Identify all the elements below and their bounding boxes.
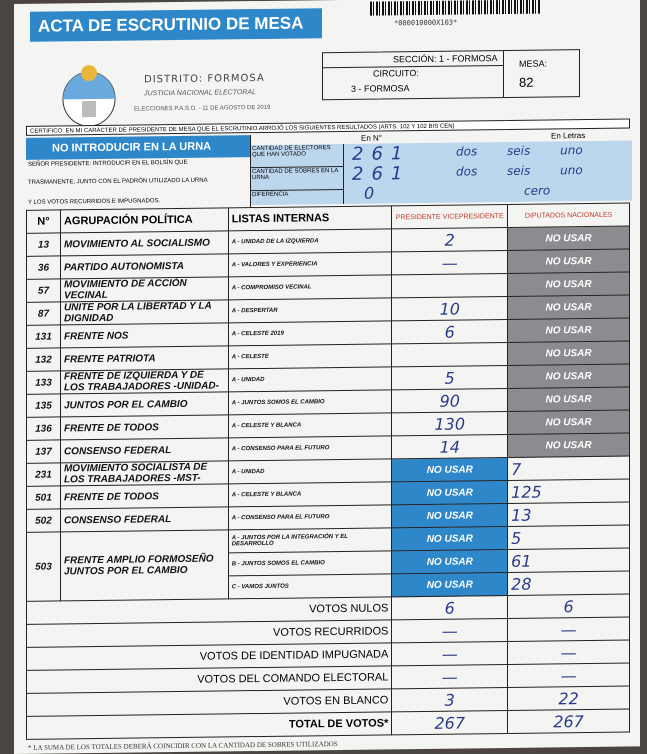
cell: uno <box>560 143 583 158</box>
argentina-coat-of-arms-icon <box>54 61 124 128</box>
cell: — <box>392 664 508 688</box>
cell: A - VALORES Y EXPERIENCIA <box>228 252 392 277</box>
electores-letras <box>456 143 583 159</box>
cell: NO USAR <box>508 249 630 273</box>
cell: A - CONSENSO PARA EL FUTURO <box>228 505 392 530</box>
diferencia-label: DIFERENCIA <box>252 191 289 199</box>
circuito: 3 - FORMOSA <box>351 83 410 94</box>
cell: NO USAR <box>508 226 630 250</box>
diferencia-number: 0 <box>364 183 375 203</box>
cell: UNITE POR LA LIBERTAD Y LA DIGNIDAD <box>60 300 228 325</box>
cell: 135 <box>27 394 61 417</box>
cell: 6 <box>392 595 508 619</box>
footer-note: * LA SUMA DE LOS TOTALES DEBERÁ COINCIDIR CON LA CANTIDAD DE SOBRES UTILIZADOS <box>28 740 338 752</box>
cell: NO USAR <box>508 433 630 457</box>
cell: NO USAR <box>392 480 508 504</box>
cell <box>392 342 508 366</box>
cell <box>392 273 508 297</box>
cell: FRENTE AMPLIO FORMOSEÑO JUNTOS POR EL CAMBIO <box>60 530 228 601</box>
cell: NO USAR <box>508 364 630 388</box>
cell: A - DESPERTAR <box>228 298 392 323</box>
cant-electores-label: CANTIDAD DE ELECTORES QUE HAN VOTADO <box>251 144 343 168</box>
cell: 130 <box>392 411 508 435</box>
cell: NO USAR <box>508 341 630 365</box>
cell: 132 <box>27 348 61 371</box>
votes-table <box>26 202 630 739</box>
cell: 13 <box>508 502 630 526</box>
cell: A - UNIDAD DE LA IZQUIERDA <box>228 229 392 254</box>
cell: — <box>508 663 630 687</box>
cell: CONSENSO FEDERAL <box>60 438 228 463</box>
barcode-text: *000010000X103* <box>394 18 458 28</box>
cell: 6 <box>508 594 630 618</box>
cell: 131 <box>27 325 61 348</box>
cell: — <box>392 618 508 642</box>
cell: NO USAR <box>392 572 508 596</box>
cell: 10 <box>392 296 508 320</box>
sobres-number: 261 <box>352 163 411 185</box>
cell: NO USAR <box>392 526 508 550</box>
cell: MOVIMIENTO AL SOCIALISMO <box>60 231 228 256</box>
senor-presidente: SEÑOR PRESIDENTE: INTRODUCIR EN EL BOLSÍN QUE <box>28 159 188 168</box>
cell: NO USAR <box>508 410 630 434</box>
votos-recurridos-note: Y LOS VOTOS RECURRIDOS E IMPUGNADOS. <box>28 198 161 206</box>
acta-document <box>14 0 640 754</box>
cell: FRENTE PATRIOTA <box>60 346 228 371</box>
col-diputados: DIPUTADOS NACIONALES <box>508 203 630 227</box>
en-letras-header: En Letras <box>551 131 586 141</box>
cell: 503 <box>27 532 61 601</box>
cell: MOVIMIENTO SOCIALISTA DE LOS TRABAJADORES -MST- <box>60 461 228 486</box>
cell: — <box>392 641 508 665</box>
cell: seis <box>507 163 531 178</box>
col-agrupacion: AGRUPACIÓN POLÍTICA <box>60 208 228 233</box>
cell: 3 <box>392 687 508 711</box>
cell: 133 <box>27 371 61 394</box>
cell: NO USAR <box>508 272 630 296</box>
cell: 13 <box>27 233 61 256</box>
control-section <box>26 130 630 211</box>
cell: A - CONSENSO PARA EL FUTURO <box>228 436 392 461</box>
cell: 267 <box>392 710 508 734</box>
cell: 267 <box>508 709 630 733</box>
cell: NO USAR <box>392 549 508 573</box>
justicia: JUSTICIA NACIONAL ELECTORAL <box>144 89 256 98</box>
cell: 2 <box>392 227 508 251</box>
cell: 137 <box>27 440 61 463</box>
cell: C - VAMOS JUNTOS <box>228 574 392 599</box>
cell: uno <box>560 163 583 178</box>
cell: 5 <box>392 365 508 389</box>
cell: A - CELESTE Y BLANCA <box>228 482 392 507</box>
cell: 28 <box>508 571 630 595</box>
diferencia-letras: cero <box>524 183 551 198</box>
cell: A - UNIDAD <box>228 459 392 484</box>
cell: VOTOS EN BLANCO <box>27 689 392 716</box>
electores-number: 261 <box>352 143 411 165</box>
cell: CONSENSO FEDERAL <box>60 507 228 532</box>
en-numero-header: En N° <box>361 133 382 143</box>
cell: FRENTE DE TODOS <box>60 415 228 440</box>
seccion: SECCIÓN: 1 - FORMOSA <box>393 53 498 65</box>
cell: 14 <box>392 434 508 458</box>
cell: B - JUNTOS SOMOS EL CAMBIO <box>228 551 392 576</box>
document-title: ACTA DE ESCRUTINIO DE MESA <box>30 8 322 42</box>
cell: 136 <box>27 417 61 440</box>
trasmanente: TRASMANENTE, JUNTO CON EL PADRÓN UTILIZADO LA URNA <box>28 177 208 186</box>
cell: 90 <box>392 388 508 412</box>
col-presidente: PRESIDENTE VICEPRESIDENTE <box>392 204 508 228</box>
cant-sobres-label: CANTIDAD DE SOBRES EN LA URNA <box>251 167 343 191</box>
cell: 61 <box>508 548 630 572</box>
cell: JUNTOS POR EL CAMBIO <box>60 392 228 417</box>
sobres-letras <box>456 163 583 179</box>
cell: FRENTE DE TODOS <box>60 484 228 509</box>
cell: dos <box>456 164 478 179</box>
elecciones: ELECCIONES P.A.S.O. - 11 DE AGOSTO DE 2019 <box>134 104 271 113</box>
col-listas: LISTAS INTERNAS <box>228 206 392 231</box>
cell: NO USAR <box>392 457 508 481</box>
control-labels <box>251 144 343 205</box>
cell: A - UNIDAD <box>228 367 392 392</box>
cell: MOVIMIENTO DE ACCIÓN VECINAL <box>60 277 228 302</box>
cell: FRENTE NOS <box>60 323 228 348</box>
cell: 22 <box>508 686 630 710</box>
mesa-label: MESA: <box>519 58 548 69</box>
cell: 87 <box>27 302 61 325</box>
cell: A - JUNTOS SOMOS EL CAMBIO <box>228 390 392 415</box>
cell: 5 <box>508 525 630 549</box>
col-num: N° <box>27 210 61 233</box>
cell: 502 <box>27 509 61 532</box>
mesa-number: 82 <box>519 74 534 90</box>
cell: VOTOS DE IDENTIDAD IMPUGNADA <box>27 643 392 670</box>
distrito: DISTRITO: FORMOSA <box>144 72 265 86</box>
cell: A - CELESTE Y BLANCA <box>228 413 392 438</box>
cell: NO USAR <box>392 503 508 527</box>
cell: VOTOS RECURRIDOS <box>27 620 392 647</box>
cell: 501 <box>27 486 61 509</box>
cell: VOTOS NULOS <box>27 597 392 624</box>
cell: A - CELESTE <box>228 344 392 369</box>
seccion-box <box>322 49 580 100</box>
cell: dos <box>456 144 478 159</box>
cell: — <box>392 250 508 274</box>
cell: 6 <box>392 319 508 343</box>
cell: TOTAL DE VOTOS* <box>27 712 392 739</box>
cell: 231 <box>27 463 61 486</box>
cell: A - CELESTE 2019 <box>228 321 392 346</box>
cell: NO USAR <box>508 318 630 342</box>
cell: PARTIDO AUTONOMISTA <box>60 254 228 279</box>
cell: A - JUNTOS POR LA INTEGRACIÓN Y EL DESARROLLO <box>228 528 392 553</box>
cell: — <box>508 640 630 664</box>
barcode <box>370 0 540 16</box>
cell: 7 <box>508 456 630 480</box>
cell: A - COMPROMISO VECINAL <box>228 275 392 300</box>
cell: 36 <box>27 256 61 279</box>
cell: 125 <box>508 479 630 503</box>
circuito-label: CIRCUITO: <box>373 68 419 79</box>
certifico-text: CERTIFICO: EN MI CARÁCTER DE PRESIDENTE DE MESA QUE EL ESCRUTINIO ARROJÓ LOS SIGUIENTES RESULTADOS (ARTS. 102 Y 102 BIS CEN) <box>26 118 630 135</box>
cell: — <box>508 617 630 641</box>
cell: FRENTE DE IZQUIERDA Y DE LOS TRABAJADORES -UNIDAD- <box>60 369 228 394</box>
cell: NO USAR <box>508 387 630 411</box>
cell: 57 <box>27 279 61 302</box>
cell: VOTOS DEL COMANDO ELECTORAL <box>27 666 392 693</box>
cell: NO USAR <box>508 295 630 319</box>
no-introducir-banner: NO INTRODUCIR EN LA URNA <box>26 135 250 160</box>
cell: seis <box>507 143 531 158</box>
